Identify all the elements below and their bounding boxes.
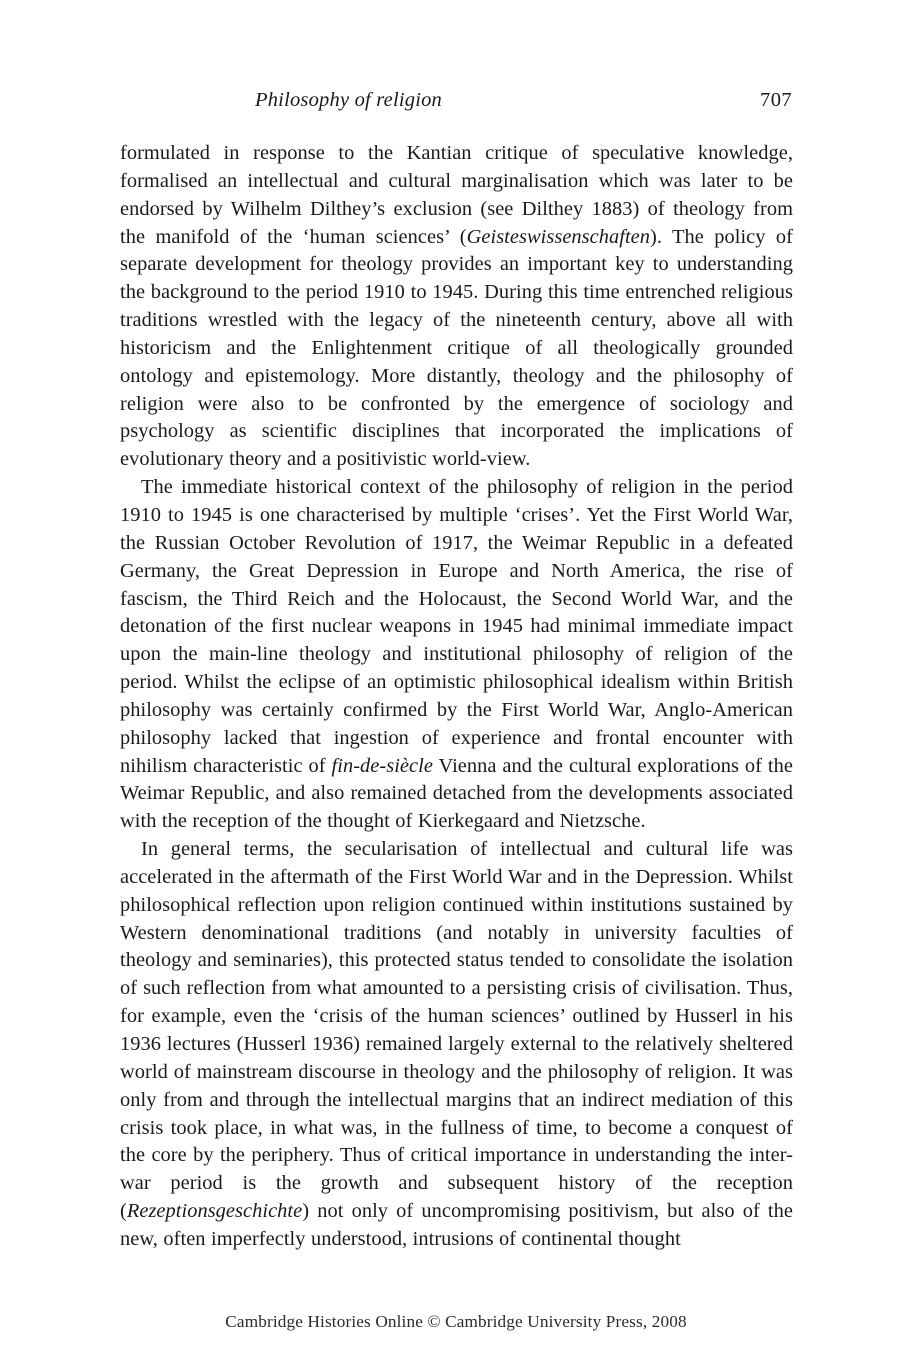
paragraph-2: The immediate historical context of the philosophy of religion in the period 1910 to 1945 is one characterised by multiple ‘crises’. Yet the First World War, the Russian October Revolution of 1917, the Weimar Republic in a defeated Germany, the Great Depression in Europe and North America, the rise of fascism, the Third Reich and the Holocaust, the Second World War, and the detonation of the first nuclear weapons in 1945 had minimal immediate impact upon the main-line theology and institutional philosophy of religion of the period. Whilst the eclipse of an optimistic philosophical idealism within British philosophy was certainly confirmed by the First World War, Anglo-American philosophy lacked that ingestion of experience and frontal encounter with nihilism characteristic of fin-de-siècle Vienna and the cultural explorations of the Weimar Republic, and also remained detached from the developments associated with the reception of the thought of Kierkegaard and Nietzsche. xyxy=(120,476,793,833)
page-footer: Cambridge Histories Online © Cambridge University Press, 2008 xyxy=(225,1312,687,1331)
running-head-title: Philosophy of religion xyxy=(255,89,442,111)
paragraph-3: In general terms, the secularisation of intellectual and cultural life was accelerated in the aftermath of the First World War and in the Depression. Whilst philosophical reflection upon religion continued within institutions sustained by Western denominational traditions (and notably in university faculties of theology and seminaries), this protected status tended to consolidate the isolation of such reflection from what amounted to a persisting crisis of civilisation. Thus, for example, even the ‘crisis of the human sciences’ outlined by Husserl in his 1936 lectures (Husserl 1936) remained largely external to the relatively sheltered world of mainstream discourse in theology and the philosophy of religion. It was only from and through the intellectual margins that an indirect mediation of this crisis took place, in what was, in the fullness of time, to become a conquest of the core by the periphery. Thus of critical importance in understanding the inter-war period is the growth and subsequent history of the reception (Rezeptionsgeschichte) not only of uncompromising positivism, but also of the new, often imperfectly understood, intrusions of continental thought xyxy=(120,838,793,1250)
running-head xyxy=(120,89,792,115)
page-number: 707 xyxy=(760,89,792,111)
body-text-block xyxy=(120,140,793,1254)
paragraph-1: formulated in response to the Kantian critique of speculative knowledge, formalised an intellectual and cultural marginalisation which was later to be endorsed by Wilhelm Dilthey’s exclusion (see Dilthey 1883) of theology from the manifold of the ‘human sciences’ (Geisteswissenschaften). The policy of separate development for theology provides an important key to understanding the background to the period 1910 to 1945. During this time entrenched religious traditions wrestled with the legacy of the nineteenth century, above all with historicism and the Enlightenment critique of all theologically grounded ontology and epistemology. More distantly, theology and the philosophy of religion were also to be confronted by the emergence of sociology and psychology as scientific disciplines that incorporated the implications of evolutionary theory and a positivistic world-view. xyxy=(120,142,793,471)
